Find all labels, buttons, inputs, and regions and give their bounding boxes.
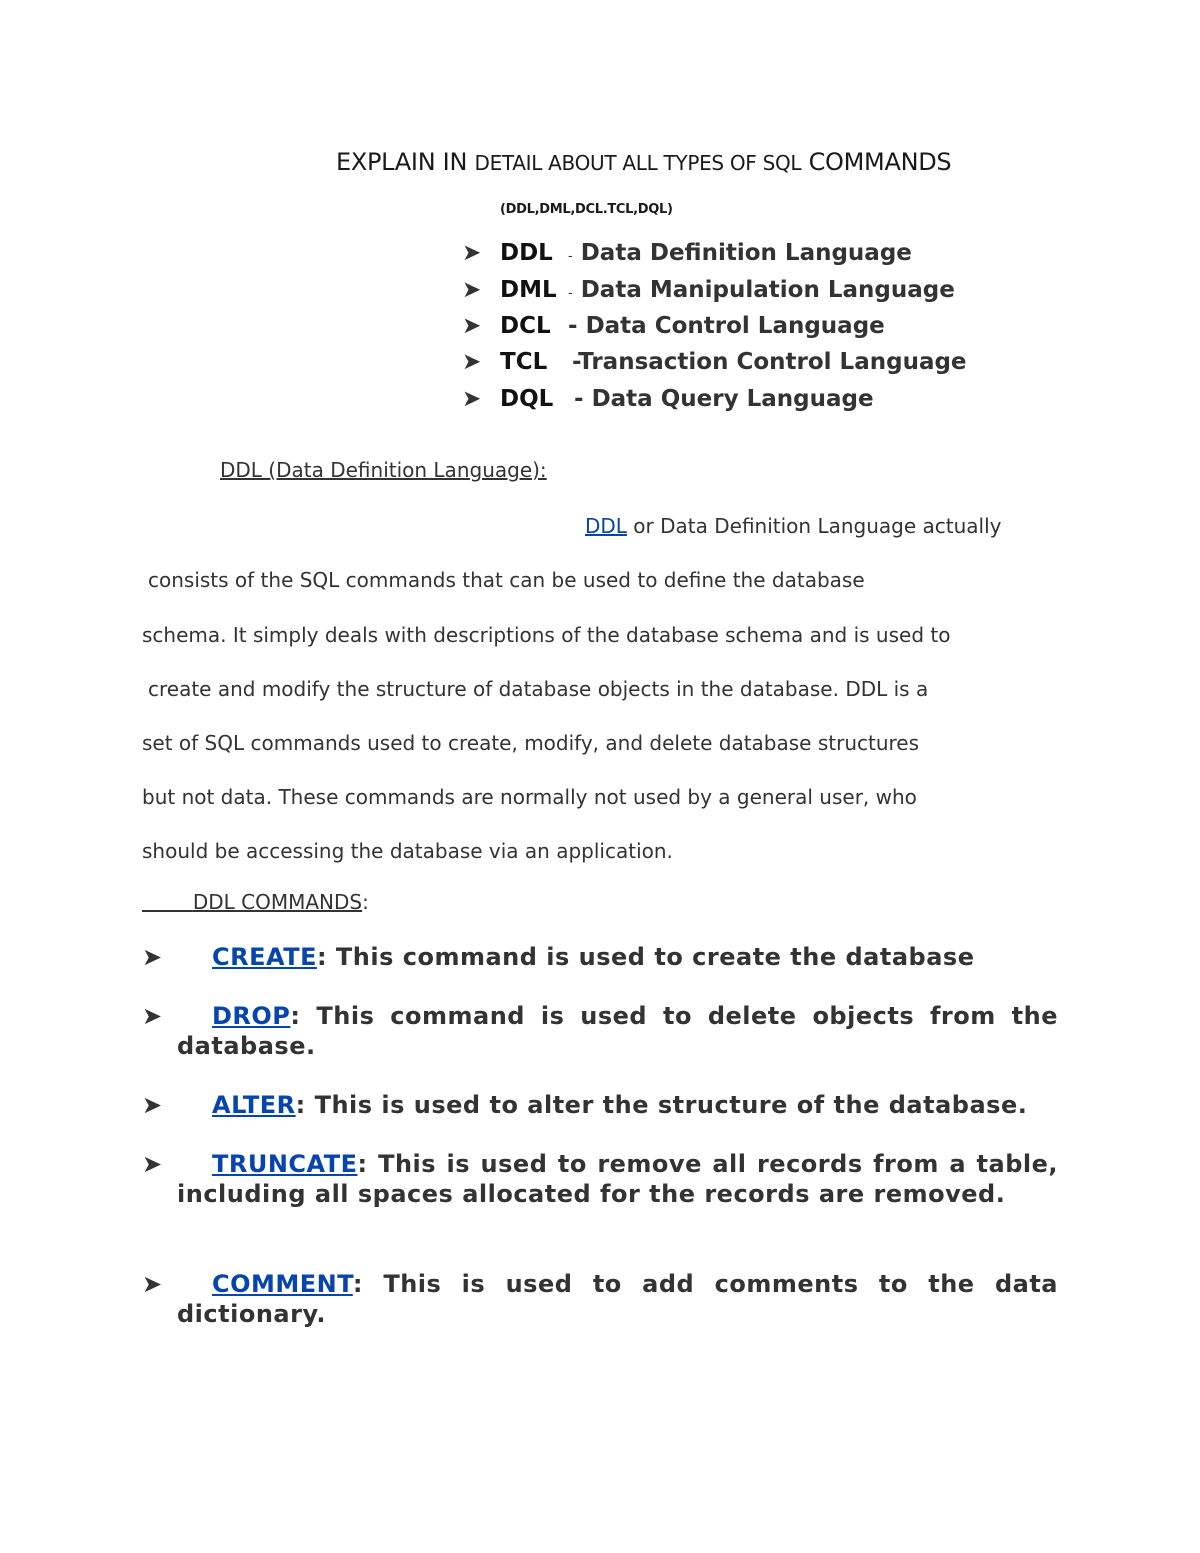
paragraph-line: consists of the SQL commands that can be used to define the database (148, 568, 865, 592)
abbr-dash: - (572, 349, 579, 375)
command-item-create (142, 942, 1058, 972)
truncate-link[interactable]: TRUNCATE (212, 1150, 358, 1178)
title-part-main: EXPLAIN IN (336, 148, 468, 176)
commands-heading (142, 890, 369, 914)
commands-heading-label: DDL COMMANDS (192, 890, 363, 914)
command-item-truncate (142, 1149, 1058, 1209)
drop-link[interactable]: DROP (212, 1002, 291, 1030)
paragraph-line: set of SQL commands used to create, modify, and delete database structures (142, 731, 920, 755)
abbr-code: DDL (500, 240, 553, 266)
command-item-comment (142, 1269, 1058, 1329)
command-body (177, 1090, 1058, 1120)
abbr-dash: - (568, 286, 573, 301)
chevron-right-icon: ➤ (142, 1091, 163, 1119)
command-body (177, 1001, 1058, 1061)
command-text: : This is used to remove all records from a table, including all spaces allocated for the records are removed. (177, 1150, 1058, 1208)
abbr-meaning: Data Definition Language (580, 240, 912, 266)
paragraph-line: schema. It simply deals with descriptions of the database schema and is used to (142, 623, 951, 647)
command-text: : This command is used to delete objects from the database. (177, 1002, 1058, 1060)
abbr-dash: - (568, 313, 578, 339)
abbr-meaning: Transaction Control Language (578, 349, 967, 375)
page-title (336, 148, 951, 176)
abbr-dash: - (568, 249, 573, 264)
abbr-code: DCL (500, 313, 551, 339)
command-body (177, 942, 1058, 972)
comment-link[interactable]: COMMENT (212, 1270, 353, 1298)
chevron-right-icon: ➤ (462, 349, 482, 375)
chevron-right-icon: ➤ (462, 277, 482, 303)
create-link[interactable]: CREATE (212, 943, 317, 971)
paragraph-text: or Data Definition Language actually (626, 514, 1002, 538)
title-part-end: COMMANDS (808, 148, 952, 176)
chevron-right-icon: ➤ (462, 240, 482, 266)
chevron-right-icon: ➤ (142, 943, 163, 971)
abbr-meaning: Data Query Language (591, 386, 874, 412)
command-text: : This is used to alter the structure of the database. (295, 1091, 1028, 1119)
page-subtitle: (DDL,DML,DCL.TCL,DQL) (500, 202, 673, 217)
list-item-dql (462, 386, 874, 412)
command-item-alter (142, 1090, 1058, 1120)
commands-heading-colon: : (362, 890, 369, 914)
chevron-right-icon: ➤ (142, 1270, 163, 1298)
paragraph-line: but not data. These commands are normally not used by a general user, who (142, 785, 917, 809)
command-body (177, 1269, 1058, 1329)
command-text: : This command is used to create the database (316, 943, 975, 971)
section-heading-ddl: DDL (Data Definition Language): (220, 458, 547, 482)
command-item-drop (142, 1001, 1058, 1061)
list-item-dml (462, 277, 955, 303)
paragraph-line (585, 514, 1001, 538)
chevron-right-icon: ➤ (142, 1150, 163, 1178)
abbr-dash: - (574, 386, 584, 412)
abbr-code: DML (500, 277, 557, 303)
ddl-link[interactable]: DDL (585, 514, 627, 538)
paragraph-line: create and modify the structure of database objects in the database. DDL is a (148, 677, 929, 701)
command-body (177, 1149, 1058, 1209)
alter-link[interactable]: ALTER (212, 1091, 296, 1119)
abbr-meaning: Data Manipulation Language (580, 277, 955, 303)
abbr-meaning: Data Control Language (585, 313, 885, 339)
title-part-middle: DETAIL ABOUT ALL TYPES OF SQL (474, 151, 802, 175)
commands-heading-text (142, 890, 362, 914)
chevron-right-icon: ➤ (462, 313, 482, 339)
paragraph-line: should be accessing the database via an application. (142, 839, 673, 863)
list-item-ddl (462, 240, 912, 266)
list-item-tcl (462, 349, 967, 375)
chevron-right-icon: ➤ (142, 1002, 163, 1030)
chevron-right-icon: ➤ (462, 386, 482, 412)
command-text: : This is used to add comments to the data dictionary. (177, 1270, 1058, 1328)
abbr-code: TCL (500, 349, 548, 375)
abbr-code: DQL (500, 386, 554, 412)
list-item-dcl (462, 313, 885, 339)
